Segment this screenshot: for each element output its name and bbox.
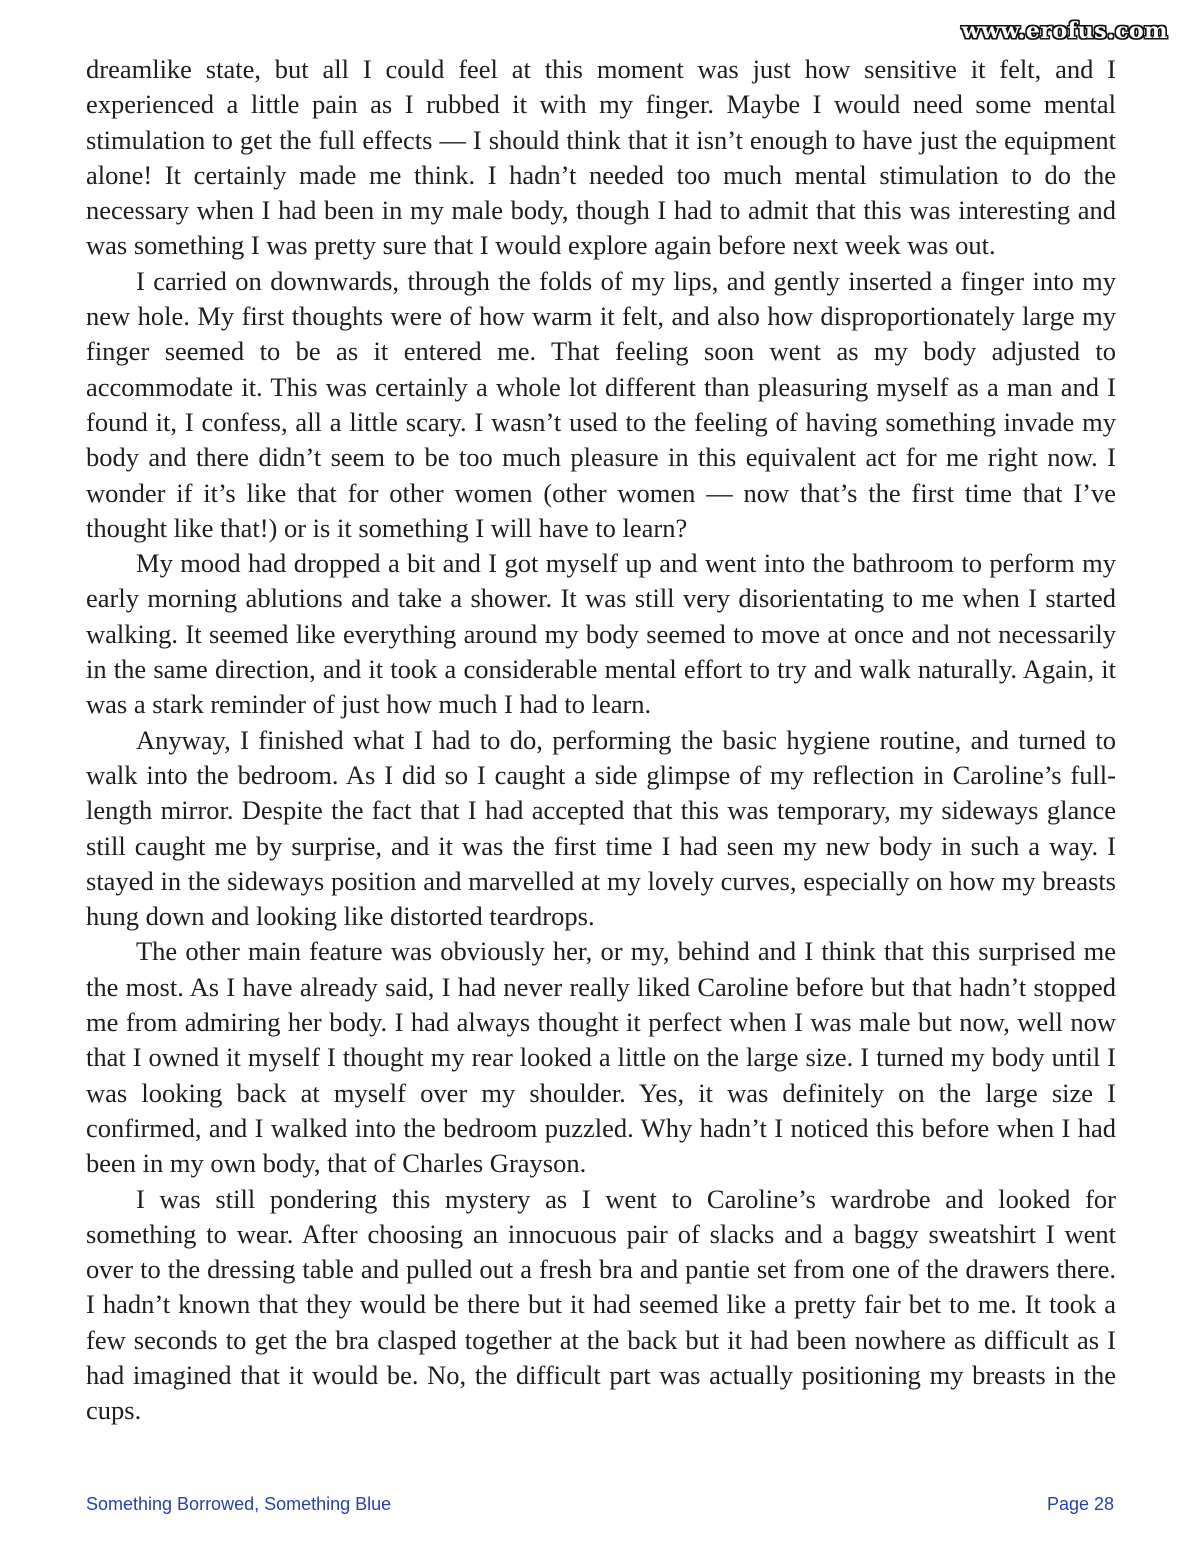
paragraph-3: My mood had dropped a bit and I got myself up and went into the bathroom to perform my early morning ablutions and take a shower. It was still very disorientating to me when I started walking. It seemed like everything around my body seemed to move at once and not necessarily in the same direction, and it took a considerable mental effort to try and walk naturally. Again, it was a stark reminder of just how much I had to learn. xyxy=(86,548,1116,720)
paragraph-1: dreamlike state, but all I could feel at this moment was just how sensitive it felt, and I experienced a little pain as I rubbed it with my finger. Maybe I would need some mental stimulation to get the full effects — I should think that it isn’t enough to have just the equipment alone! It certainly made me think. I hadn’t needed too much mental stimulation to do the necessary when I had been in my male body, though I had to admit that this was interesting and was something I was pretty sure that I would explore again before next week was out. xyxy=(86,54,1116,261)
site-watermark: www.erofus.com xyxy=(961,18,1168,44)
paragraph-5: The other main feature was obviously her, or my, behind and I think that this surprised me the most. As I have already said, I had never really liked Caroline before but that hadn’t stopped me from admiring her body. I had always thought it perfect when I was male but now, well now that I owned it myself I thought my rear looked a little on the large size. I turned my body until I was looking back at myself over my shoulder. Yes, it was definitely on the large size I confirmed, and I walked into the bedroom puzzled. Why hadn’t I noticed this before when I had been in my own body, that of Charles Grayson. xyxy=(86,936,1116,1179)
footer-page-number: Page 28 xyxy=(1046,1494,1114,1514)
page-footer xyxy=(86,1494,1114,1515)
footer-book-title: Something Borrowed, Something Blue xyxy=(86,1494,392,1514)
paragraph-2: I carried on downwards, through the folds of my lips, and gently inserted a finger into my new hole. My first thoughts were of how warm it felt, and also how disproportionately large my finger seemed to be as it entered me. That feeling soon went as my body adjusted to accommodate it. This was certainly a whole lot different than pleasuring myself as a man and I found it, I confess, all a little scary. I wasn’t used to the feeling of having something invade my body and there didn’t seem to be too much pleasure in this equivalent act for me right now. I wonder if it’s like that for other women (other women — now that’s the first time that I’ve thought like that!) or is it something I will have to learn? xyxy=(86,265,1116,543)
paragraph-4: Anyway, I finished what I had to do, performing the basic hygiene routine, and turned to walk into the bedroom. As I did so I caught a side glimpse of my reflection in Caroline’s full-length mirror. Despite the fact that I had accepted that this was temporary, my sideways glance still caught me by surprise, and it was the first time I had seen my new body in such a way. I stayed in the sideways position and marvelled at my lovely curves, especially on how my breasts hung down and looking like distorted teardrops. xyxy=(86,724,1116,932)
page-body-text xyxy=(86,52,1116,1429)
paragraph-6: I was still pondering this mystery as I went to Caroline’s wardrobe and looked for something to wear. After choosing an innocuous pair of slacks and a baggy sweatshirt I went over to the dressing table and pulled out a fresh bra and pantie set from one of the drawers there. I hadn’t known that they would be there but it had seemed like a pretty fair bet to me. It took a few seconds to get the bra clasped together at the back but it had been nowhere as difficult as I had imagined that it would be. No, the difficult part was actually positioning my breasts in the cups. xyxy=(86,1183,1116,1426)
